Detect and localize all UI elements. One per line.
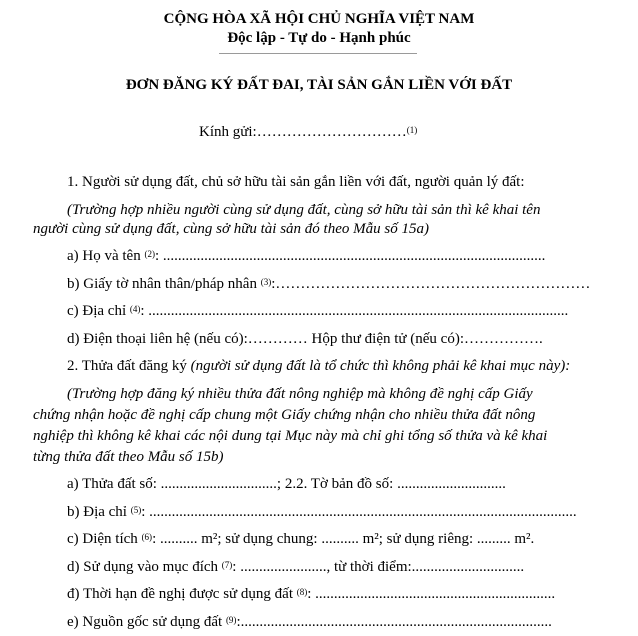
section2-instruction-line2: chứng nhận hoặc đề nghị cấp chung một Giấy chứng nhận cho nhiều thửa đất nông [33, 407, 536, 423]
field-note: (2) [144, 249, 155, 259]
field-note: (3) [260, 277, 272, 287]
field-note: (4) [129, 304, 141, 314]
section2-field-e [67, 613, 552, 631]
field-note: (6) [141, 532, 153, 542]
field-label: c) Diện tích [67, 531, 142, 547]
section2-heading-note: (người sử dụng đất là tổ chức thì không phải kê khai mục này): [190, 358, 571, 374]
national-motto: Độc lập - Tự do - Hạnh phúc [227, 30, 411, 46]
field-fill: : ...................................................................................................... [154, 248, 546, 264]
recipient-line [199, 123, 417, 141]
field-label: b) Giấy tờ nhân thân/pháp nhân [67, 276, 261, 292]
field-label: d) Sử dụng vào mục đích [67, 559, 222, 575]
field-fill: :................................................................................... [236, 614, 552, 630]
section1-field-d: d) Điện thoại liên hệ (nếu có):………… Hộp thư điện tử (nếu có):……………. [67, 331, 543, 347]
section1-heading: 1. Người sử dụng đất, chủ sở hữu tài sản gắn liền với đất, người quản lý đất: [67, 174, 525, 190]
section2-field-c [67, 530, 534, 548]
field-note: (9) [225, 615, 237, 625]
section1-field-c [67, 302, 568, 320]
recipient-note: (1) [406, 125, 418, 135]
field-fill: : .................................................................................................................. [141, 504, 577, 520]
section2-heading-text: 2. Thửa đất đăng ký [67, 358, 191, 374]
section2-heading [67, 357, 570, 375]
field-label: a) Họ và tên [67, 248, 145, 264]
section2-field-dd [67, 585, 555, 603]
form-title: ĐƠN ĐĂNG KÝ ĐẤT ĐAI, TÀI SẢN GẮN LIỀN VỚI ĐẤT [125, 77, 513, 93]
recipient-label: Kính gửi:………………………… [199, 124, 407, 140]
national-title: CỘNG HÒA XÃ HỘI CHỦ NGHĨA VIỆT NAM [163, 11, 475, 27]
section2-instruction-line3: nghiệp thì không kê khai các nội dung tại Mục này mà chỉ ghi tổng số thửa và kê khai [33, 428, 548, 444]
section1-instruction-line2: người cùng sử dụng đất, cùng sở hữu tài sản đó theo Mẫu số 15a) [33, 221, 429, 237]
section1-field-b [67, 275, 590, 293]
field-note: (5) [130, 505, 142, 515]
field-note: (7) [221, 560, 233, 570]
section1-instruction-line1: (Trường hợp nhiều người cùng sử dụng đất, cùng sở hữu tài sản thì kê khai tên [67, 202, 541, 218]
field-fill: : ................................................................................................................ [140, 303, 569, 319]
field-label: e) Nguồn gốc sử dụng đất [67, 614, 226, 630]
section2-field-b [67, 503, 577, 521]
field-note: (8) [296, 587, 308, 597]
section2-field-a: a) Thửa đất số: ...............................; 2.2. Tờ bản đồ số: ............................. [67, 476, 506, 492]
section2-instruction-line1: (Trường hợp đăng ký nhiều thửa đất nông nghiệp mà không đề nghị cấp Giấy [67, 386, 533, 402]
motto-underline [219, 53, 417, 54]
section1-field-a [67, 247, 545, 265]
field-fill: : .......... m²; sử dụng chung: .......... m²; sử dụng riêng: ......... m². [152, 531, 535, 547]
field-fill: : ................................................................ [307, 586, 556, 602]
field-label: c) Địa chỉ [67, 303, 130, 319]
section2-field-d [67, 558, 524, 576]
field-label: b) Địa chỉ [67, 504, 131, 520]
section2-instruction-line4: từng thửa đất theo Mẫu số 15b) [33, 449, 224, 465]
field-fill: : ......................., từ thời điểm:.............................. [232, 559, 525, 575]
field-fill: :……………………………………………………… [271, 276, 591, 292]
field-label: đ) Thời hạn đề nghị được sử dụng đất [67, 586, 297, 602]
